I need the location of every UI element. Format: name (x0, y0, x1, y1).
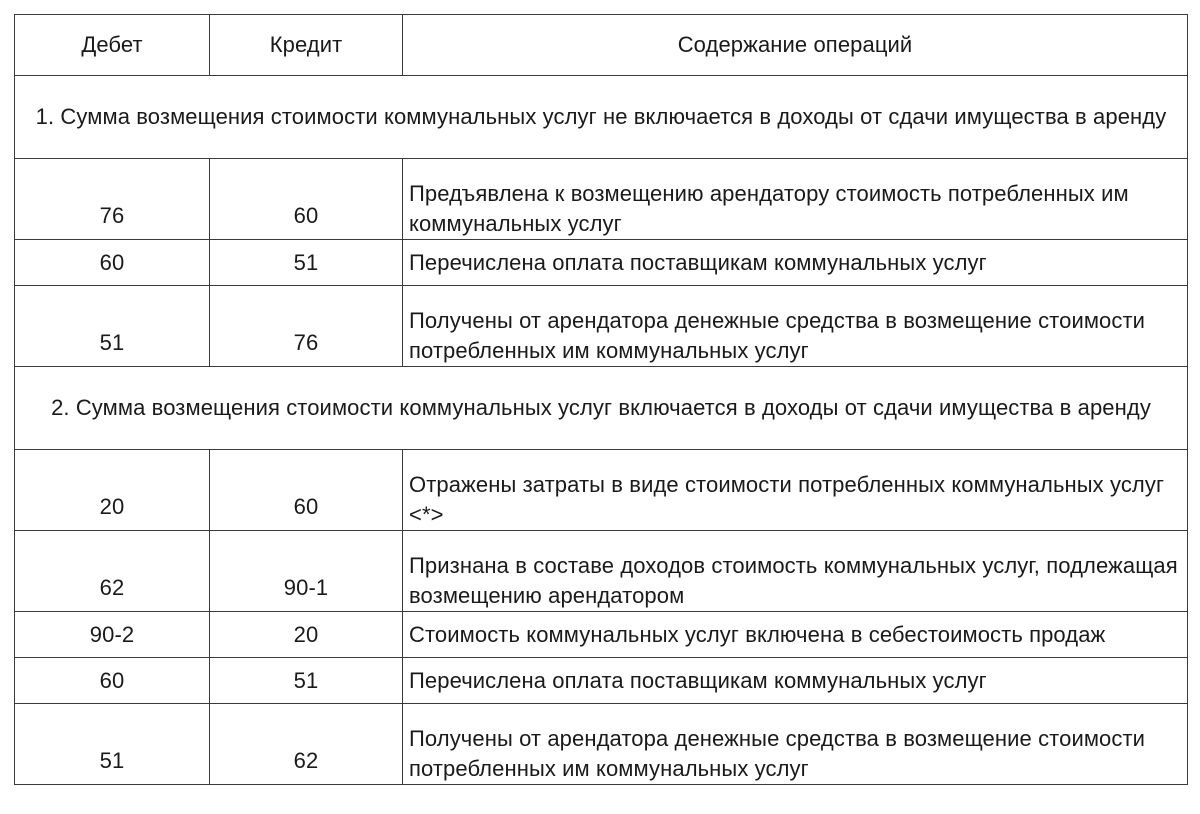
table-row (15, 240, 1188, 286)
description-cell: Отражены затраты в виде стоимости потребленных коммунальных услуг <*> (403, 450, 1188, 531)
table-row (15, 658, 1188, 704)
header-row (15, 15, 1188, 76)
debit-cell: 62 (15, 531, 210, 612)
section-title: 1. Сумма возмещения стоимости коммунальных услуг не включается в доходы от сдачи имущества в аренду (15, 76, 1188, 159)
header-debit: Дебет (15, 15, 210, 76)
section-title-row (15, 367, 1188, 450)
credit-cell: 90-1 (210, 531, 403, 612)
description-cell: Предъявлена к возмещению арендатору стоимость потребленных им коммунальных услуг (403, 159, 1188, 240)
debit-cell: 51 (15, 286, 210, 367)
section-title: 2. Сумма возмещения стоимости коммунальных услуг включается в доходы от сдачи имущества в аренду (15, 367, 1188, 450)
debit-cell: 90-2 (15, 612, 210, 658)
debit-cell: 60 (15, 658, 210, 704)
ledger-table (14, 14, 1188, 785)
table-row (15, 531, 1188, 612)
description-cell: Стоимость коммунальных услуг включена в себестоимость продаж (403, 612, 1188, 658)
debit-cell: 20 (15, 450, 210, 531)
credit-cell: 20 (210, 612, 403, 658)
credit-cell: 51 (210, 658, 403, 704)
description-cell: Перечислена оплата поставщикам коммунальных услуг (403, 658, 1188, 704)
table-row (15, 704, 1188, 785)
credit-cell: 62 (210, 704, 403, 785)
header-credit: Кредит (210, 15, 403, 76)
credit-cell: 51 (210, 240, 403, 286)
debit-cell: 51 (15, 704, 210, 785)
table-row (15, 286, 1188, 367)
section-title-row (15, 76, 1188, 159)
description-cell: Получены от арендатора денежные средства в возмещение стоимости потребленных им коммунальных услуг (403, 704, 1188, 785)
debit-cell: 76 (15, 159, 210, 240)
description-cell: Получены от арендатора денежные средства в возмещение стоимости потребленных им коммунальных услуг (403, 286, 1188, 367)
description-cell: Признана в составе доходов стоимость коммунальных услуг, подлежащая возмещению арендатором (403, 531, 1188, 612)
credit-cell: 60 (210, 159, 403, 240)
header-description: Содержание операций (403, 15, 1188, 76)
credit-cell: 76 (210, 286, 403, 367)
table-row (15, 450, 1188, 531)
table-row (15, 612, 1188, 658)
debit-cell: 60 (15, 240, 210, 286)
table-row (15, 159, 1188, 240)
description-cell: Перечислена оплата поставщикам коммунальных услуг (403, 240, 1188, 286)
credit-cell: 60 (210, 450, 403, 531)
